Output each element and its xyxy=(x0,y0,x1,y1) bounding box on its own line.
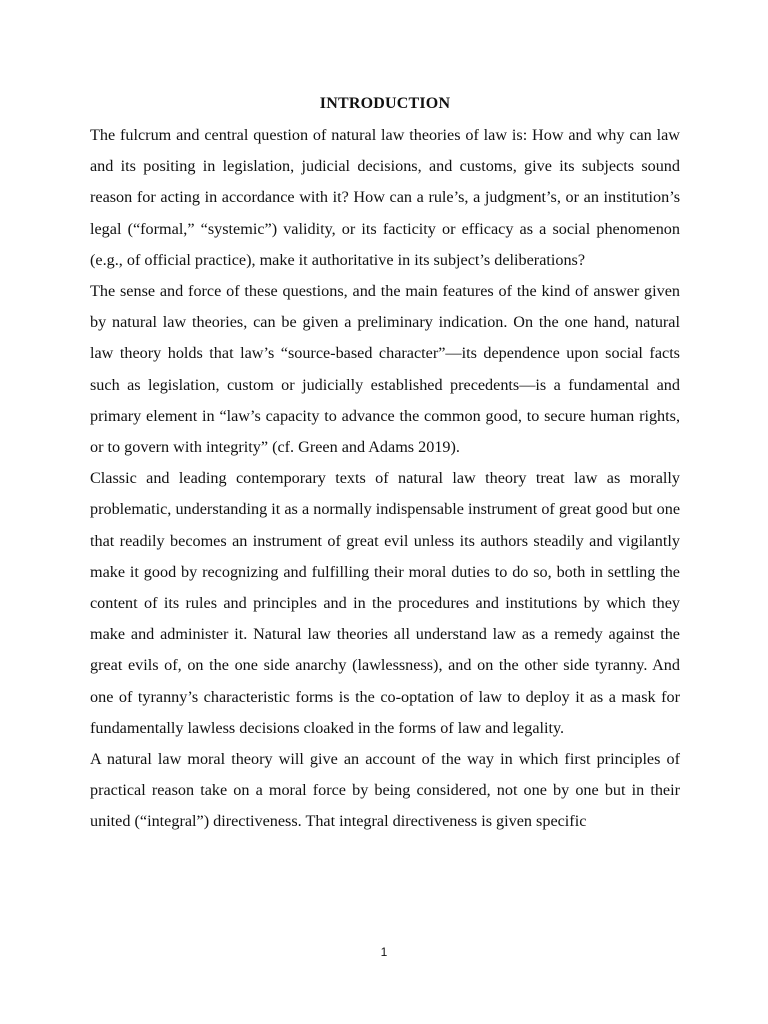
paragraph: Classic and leading contemporary texts of natural law theory treat law as morally problematic, understanding it as a normally indispensable instrument of great good but one that readily becomes an instrument of great evil unless its authors steadily and vigilantly make it good by recognizing and fulfilling their moral duties to do so, both in settling the content of its rules and principles and in the procedures and institutions by which they make and administer it. Natural law theories all understand law as a remedy against the great evils of, on the one side anarchy (lawlessness), and on the other side tyranny. And one of tyranny’s characteristic forms is the co-optation of law to deploy it as a mask for fundamentally lawless decisions cloaked in the forms of law and legality. xyxy=(90,469,680,737)
page-number: 1 xyxy=(380,945,388,959)
paragraph: The fulcrum and central question of natural law theories of law is: How and why can law and its positing in legislation, judicial decisions, and customs, give its subjects sound reason for acting in accordance with it? How can a rule’s, a judgment’s, or an institution’s legal (“formal,” “systemic”) validity, or its facticity or efficacy as a social phenomenon (e.g., of official practice), make it authoritative in its subject’s deliberations? xyxy=(90,126,680,269)
paragraph: A natural law moral theory will give an account of the way in which first principles of practical reason take on a moral force by being considered, not one by one but in their united (“integral”) directiveness. That integral directiveness is given specific xyxy=(90,750,680,831)
section-heading: INTRODUCTION xyxy=(319,95,451,112)
paragraph: The sense and force of these questions, and the main features of the kind of answer given by natural law theories, can be given a preliminary indication. On the one hand, natural law theory holds that law’s “source-based character”—its dependence upon social facts such as legislation, custom or judicially established precedents—is a fundamental and primary element in “law’s capacity to advance the common good, to secure human rights, or to govern with integrity” (cf. Green and Adams 2019). xyxy=(90,282,680,457)
body-text xyxy=(90,120,680,838)
